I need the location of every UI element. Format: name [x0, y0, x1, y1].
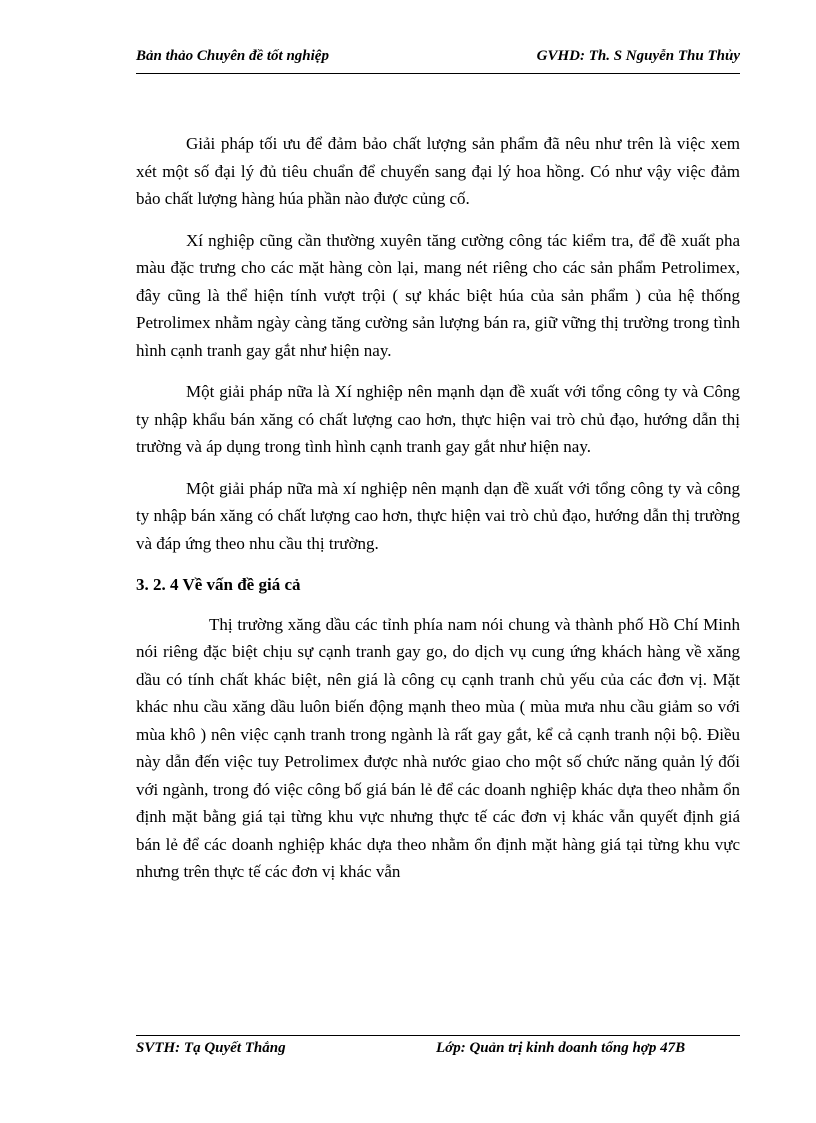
header-document-title: Bản thảo Chuyên đề tốt nghiệp — [136, 48, 329, 64]
section-paragraph: Thị trường xăng dầu các tỉnh phía nam nói chung và thành phố Hồ Chí Minh nói riêng đặc biệt chịu sự cạnh tranh gay go, do dịch vụ cung ứng khách hàng về xăng dầu có tính chất khác biệt, nên giá là công cụ cạnh tranh chủ yếu của các đơn vị. Mặt khác nhu cầu xăng dầu luôn biến động mạnh theo mùa ( mùa mưa nhu cầu giảm so với mùa khô ) nên việc cạnh tranh trong ngành là rất gay gắt, kể cả cạnh tranh nội bộ. Điều này dẫn đến việc tuy Petrolimex được nhà nước giao cho một số chức năng quản lý đối với ngành, trong đó việc công bố giá bán lẻ để các doanh nghiệp khác dựa theo nhằm ổn định mặt bằng giá tại từng khu vực nhưng thực tế các đơn vị khác vẫn quyết định giá bán lẻ để các doanh nghiệp khác dựa theo nhằm ổn định mặt hàng giá tại từng khu vực nhưng trên thực tế các đơn vị khác vẫn — [136, 614, 740, 881]
header-divider — [136, 73, 740, 74]
body-paragraph-3: Một giải pháp nữa là Xí nghiệp nên mạnh dạn đề xuất với tổng công ty và Công ty nhập khẩu bán xăng có chất lượng cao hơn, thực hiện vai trò chủ đạo, hướng dẫn thị trường và áp dụng trong tình hình cạnh tranh gay gắt như hiện nay. — [136, 382, 740, 456]
footer-class: Lớp: Quản trị kinh doanh tổng hợp 47B — [436, 1040, 686, 1056]
footer-student: SVTH: Tạ Quyết Thắng — [136, 1040, 286, 1056]
body-paragraph-1: Giải pháp tối ưu để đảm bảo chất lượng sản phẩm đã nêu như trên là việc xem xét một số đại lý đủ tiêu chuẩn để chuyển sang đại lý hoa hồng. Có như vậy việc đảm bảo chất lượng hàng húa phần nào được củng cố. — [136, 134, 740, 208]
header-advisor: GVHD: Th. S Nguyễn Thu Thủy — [536, 48, 740, 64]
page-body — [136, 130, 740, 900]
body-paragraph-4: Một giải pháp nữa mà xí nghiệp nên mạnh dạn đề xuất với tổng công ty và công ty nhập bán xăng có chất lượng cao hơn, thực hiện vai trò chủ đạo, hướng dẫn thị trường và đáp ứng theo nhu cầu thị trường. — [136, 478, 740, 553]
body-paragraph-2: Xí nghiệp cũng cần thường xuyên tăng cường công tác kiểm tra, để đề xuất pha màu đặc trưng cho các mặt hàng còn lại, mang nét riêng cho các sản phẩm Petrolimex, đây cũng là thể hiện tính vượt trội ( sự khác biệt húa của sản phẩm ) của hệ thống Petrolimex nhằm ngày càng tăng cường sản lượng bán ra, giữ vững thị trường trong tình hình cạnh tranh gay gắt như hiện nay. — [136, 230, 740, 360]
page-footer — [136, 1040, 740, 1057]
footer-divider — [136, 1035, 740, 1036]
section-heading: 3. 2. 4 Về vấn đề giá cả — [136, 575, 301, 594]
page-header — [136, 48, 740, 70]
